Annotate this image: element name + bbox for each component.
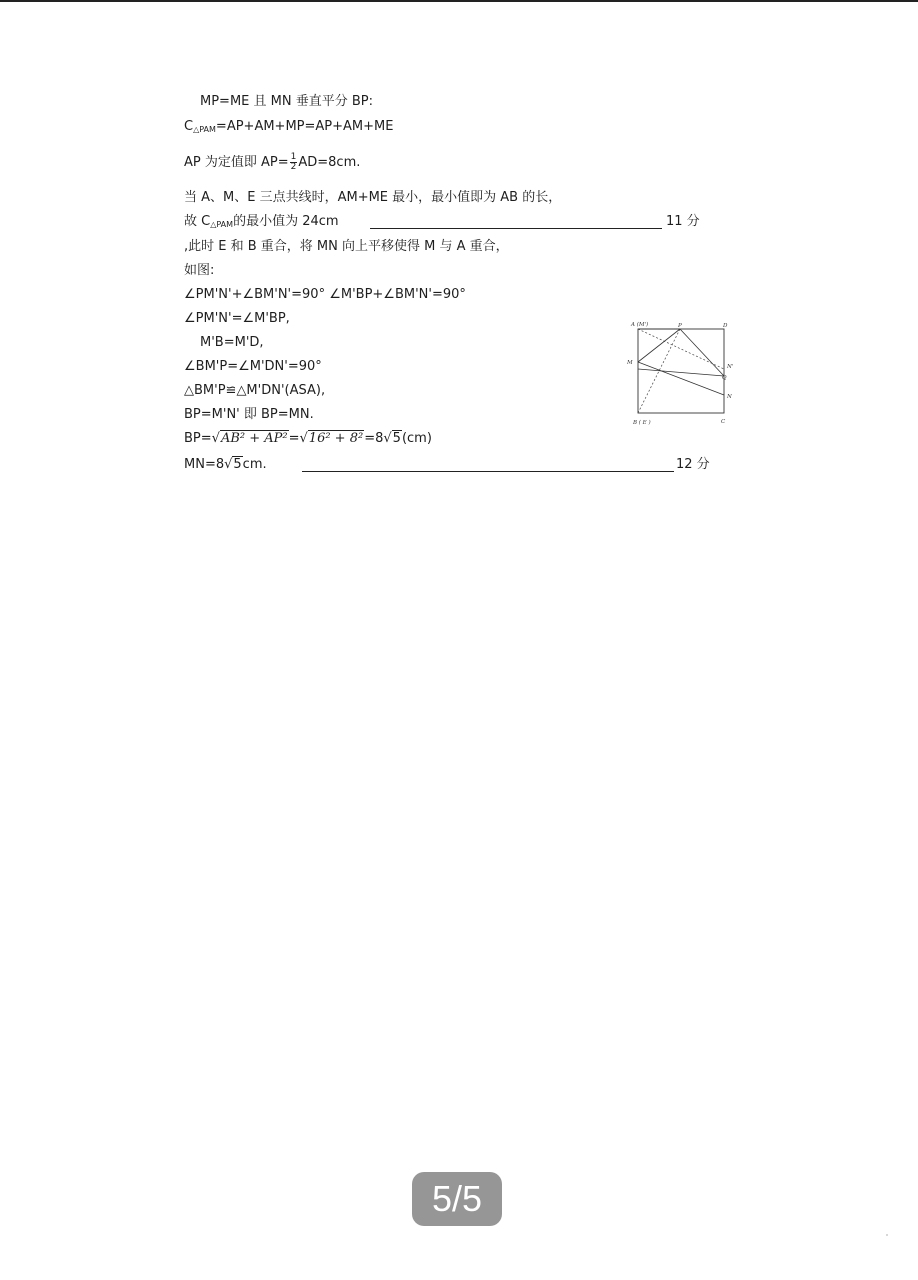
text-line-12: △BM'P≌△M'DN'(ASA), [184, 383, 326, 398]
score-underline-11 [370, 228, 662, 229]
bp-eq: =8√ [364, 431, 392, 446]
text-line-10: M'B=M'D, [200, 335, 264, 350]
text-line-14 [184, 430, 432, 448]
mn-unit: cm. [242, 457, 267, 472]
label-c: C [721, 419, 726, 425]
text-line-6: ,此时 E 和 B 重合，将 MN 向上平移使得 M 与 A 重合， [184, 239, 509, 254]
ap-prefix: AP 为定值即 AP= [184, 155, 289, 170]
score-12: 12 分 [676, 457, 710, 472]
label-a: A (M') [631, 322, 649, 328]
mn-prefix: MN=8√ [184, 457, 233, 472]
label-p: P [678, 323, 682, 329]
text-line-15 [184, 456, 267, 474]
bp-prefix: BP=√ [184, 431, 220, 446]
label-d: D [723, 323, 728, 329]
segment-a-n-prime [638, 329, 724, 369]
score-underline-12 [302, 471, 674, 472]
score-11: 11 分 [666, 214, 700, 229]
radicand-16-8: 16² + 8² [308, 431, 364, 446]
radicand-5: 5 [392, 431, 401, 446]
label-b: B ( E ) [633, 420, 651, 426]
min-perimeter-prefix: 故 C [184, 214, 211, 229]
text-line-4: 当 A、M、E 三点共线时，AM+ME 最小，最小值即为 AB 的长， [184, 190, 562, 205]
min-perimeter-subscript: △PAM [210, 220, 234, 229]
segment-mn [638, 362, 724, 395]
text-line-1: MP=ME 且 MN 垂直平分 BP: [200, 94, 373, 109]
text-line-5 [184, 213, 339, 234]
fraction-denominator: 2 [290, 162, 297, 172]
square-abcd [638, 329, 724, 413]
fraction-numerator: 1 [290, 152, 297, 162]
min-perimeter-value: 的最小值为 24cm [233, 214, 339, 229]
label-q: Q [722, 375, 727, 381]
perimeter-expression: =AP+AM+MP=AP+AM+ME [215, 119, 394, 134]
segment-pq [680, 329, 724, 376]
text-line-9: ∠PM'N'=∠M'BP, [184, 311, 290, 326]
ap-result: AD=8cm. [298, 155, 361, 170]
text-line-13: BP=M'N' 即 BP=MN. [184, 407, 314, 422]
geometry-diagram [620, 316, 740, 428]
scroll-dot [886, 1234, 888, 1236]
bp-unit: (cm) [401, 431, 432, 446]
segment-mp [638, 329, 680, 362]
text-line-3 [184, 153, 360, 172]
top-border [0, 0, 918, 2]
label-n-prime: N' [727, 364, 734, 370]
page-indicator[interactable]: 5/5 [412, 1172, 502, 1226]
mn-radicand: 5 [233, 457, 242, 472]
text-line-7: 如图: [184, 263, 215, 278]
bp-mid: =√ [288, 431, 308, 446]
label-m: M [627, 360, 633, 366]
text-line-2 [184, 118, 393, 139]
half-fraction [290, 153, 298, 172]
text-line-11: ∠BM'P=∠M'DN'=90° [184, 359, 322, 374]
segment-mq [638, 369, 724, 376]
label-n: N [727, 394, 732, 400]
radicand-ab-ap: AB² + AP² [220, 431, 288, 446]
text-line-8: ∠PM'N'+∠BM'N'=90° ∠M'BP+∠BM'N'=90° [184, 287, 466, 302]
perimeter-subscript: △PAM [193, 125, 216, 134]
perimeter-symbol: C [184, 119, 194, 134]
